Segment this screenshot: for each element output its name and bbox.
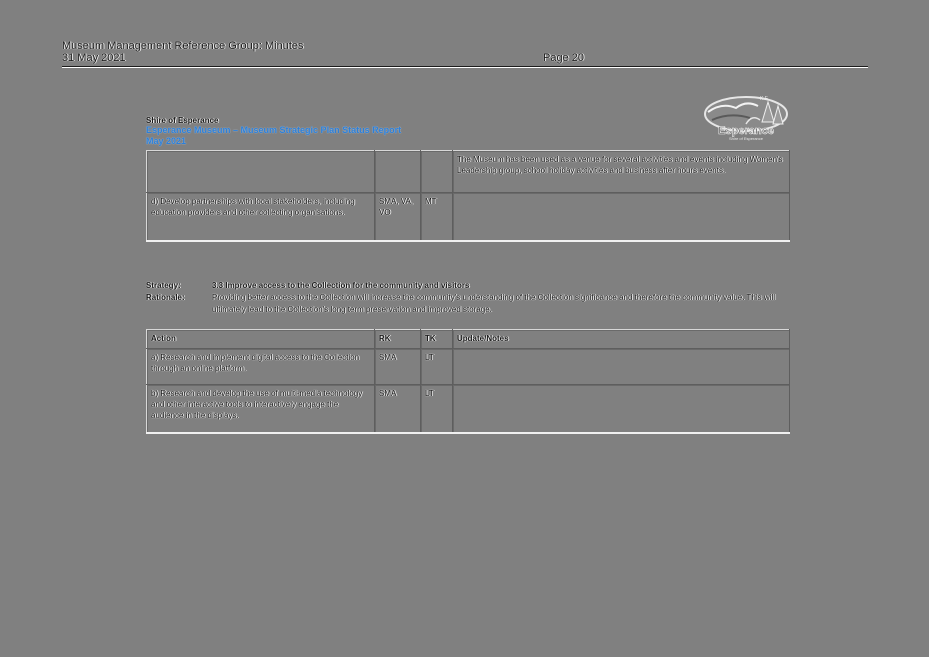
rk-cell: SMA — [375, 349, 421, 385]
tk-cell: LT — [421, 349, 453, 385]
rationale-row — [146, 292, 786, 316]
column-header-rk: RK — [375, 330, 421, 349]
header-rule — [62, 66, 868, 67]
rk-cell: SMA, VA, VO — [375, 193, 421, 241]
report-date: May 2021 — [146, 136, 187, 146]
table-row — [147, 151, 790, 193]
strategy-label: Strategy: — [146, 281, 181, 290]
svg-text:Shire of Esperance: Shire of Esperance — [728, 136, 764, 141]
table-header-row — [147, 330, 790, 349]
page-header — [62, 40, 868, 64]
notes-cell: The Museum has been used as a venue for several activities and events including Women's Leadership group, school holiday activities and business after hours events. — [453, 151, 790, 193]
tk-cell: LT — [421, 385, 453, 433]
table-row — [147, 349, 790, 385]
organisation-name: Shire of Esperance — [146, 116, 219, 125]
strategy-value: 3.3 Improve access to the Collection for the community and visitors — [212, 281, 470, 290]
table-row — [147, 193, 790, 241]
column-header-notes: Update/Notes — [453, 330, 790, 349]
report-title-block — [146, 116, 401, 147]
report-title: Esperance Museum – Museum Strategic Plan Status Report — [146, 125, 402, 135]
strategy-block — [146, 280, 786, 316]
document-header-title: Museum Management Reference Group: Minutes — [62, 40, 304, 52]
strategy-row — [146, 280, 786, 292]
tk-cell — [421, 151, 453, 193]
svg-text:K.F.: K.F. — [760, 96, 769, 102]
action-cell: d) Develop partnerships with local stakeholders, including education providers and other collecting organisations. — [147, 193, 375, 241]
action-cell: b) Research and develop the use of multi-media technology and other interactive tools to interactively engage the audience in the displays. — [147, 385, 375, 433]
rationale-label: Rationale: — [146, 293, 185, 302]
shire-of-esperance-logo-icon — [702, 94, 790, 142]
table-row — [147, 385, 790, 433]
action-cell: a) Research and implement digital access to the Collection through an online platform. — [147, 349, 375, 385]
column-header-tk: TK — [421, 330, 453, 349]
document-header-date: 31 May 2021 — [62, 52, 126, 64]
column-header-action: Action — [147, 330, 375, 349]
strategy-3-3-actions-table — [146, 329, 790, 434]
strategy-actions-table-continued — [146, 150, 790, 242]
page-number: Page 20 — [543, 52, 584, 64]
notes-cell — [453, 385, 790, 433]
rk-cell: SMA — [375, 385, 421, 433]
rk-cell — [375, 151, 421, 193]
notes-cell — [453, 193, 790, 241]
action-cell — [147, 151, 375, 193]
notes-cell — [453, 349, 790, 385]
svg-text:Esperance: Esperance — [718, 125, 774, 137]
rationale-value: Providing better access to the Collection will increase the community's understanding of the Collection significance and therefore the community value. This will ultimately lead to the Collection's long term preservation and improved storage. — [212, 293, 775, 314]
tk-cell: MT — [421, 193, 453, 241]
